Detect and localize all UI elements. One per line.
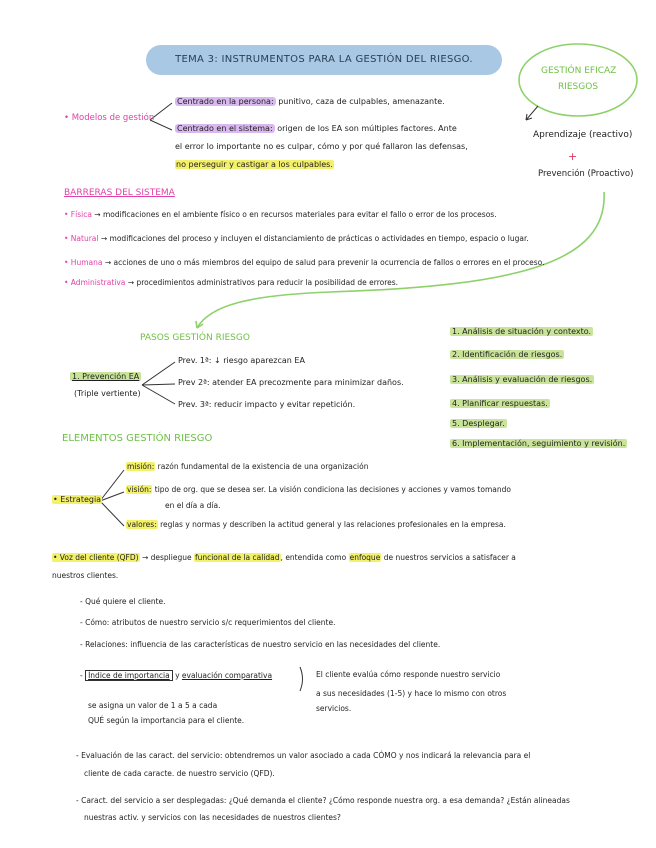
barrera-humana: [64, 259, 545, 268]
barrera-natural: [64, 235, 529, 244]
gestion-eficaz-circle: [519, 44, 637, 116]
barrera-administrativa: [64, 279, 398, 288]
barrera-natural-text: → modificaciones del proceso y incluyen el distanciamiento de prácticas o actividades en tiempo, espacio o lugar.: [98, 234, 529, 243]
barreras-title: BARRERAS DEL SISTEMA: [64, 188, 175, 198]
mision-line: [126, 463, 368, 472]
sistema-line-2: el error lo importante no es culpar, cómo y por qué fallaron las defensas,: [175, 142, 468, 151]
valores-line: [126, 521, 506, 530]
caract-line-1: - Caract. del servicio a ser desplegadas: ¿Qué demanda el cliente? ¿Cómo responde nuestra org. a esa demanda? ¿Están alineadas: [76, 796, 570, 805]
triple-vertiente: (Triple vertiente): [74, 389, 141, 398]
voz-line: [52, 554, 516, 563]
step-1: 1. Análisis de situación y contexto.: [452, 327, 592, 336]
step-1-wrap: [450, 327, 593, 336]
sistema-line: [175, 124, 457, 133]
step-4-wrap: [450, 399, 550, 408]
barrera-fisica: [64, 211, 497, 220]
step-5-wrap: [450, 419, 507, 428]
pasos-brace: [142, 362, 175, 404]
step-4: 4. Planificar respuestas.: [452, 399, 548, 408]
persona-line: [175, 97, 445, 106]
voz-arrow: → despliegue: [139, 553, 194, 562]
mision-head: misión:: [127, 462, 155, 471]
step-2-wrap: [450, 350, 564, 359]
step-6-wrap: [450, 439, 627, 448]
voz-enfoque: enfoque: [349, 553, 381, 562]
persona-text: punitivo, caza de culpables, amenazante.: [275, 97, 445, 106]
prevencion-label: Prevención (Proactivo): [538, 169, 634, 179]
barrera-administrativa-text: → procedimientos administrativos para reducir la posibilidad de errores.: [125, 278, 399, 287]
prevencion-ea-label: 1. Prevención EA: [72, 372, 140, 381]
barrera-humana-text: → acciones de uno o más miembros del equipo de salud para prevenir la ocurrencia de fallos o errores en el proceso.: [102, 258, 545, 267]
evaluacion-comparativa: evaluación comparativa: [181, 671, 273, 680]
arrow-circle-to-aprendizaje: [526, 106, 538, 120]
vision-head: visión:: [127, 485, 152, 494]
prev-3: Prev. 3ª: reducir impacto y evitar repetición.: [178, 400, 356, 409]
barrera-humana-label: • Humana: [64, 258, 103, 267]
voz-q2: - Cómo: atributos de nuestro servicio s/c requerimientos del cliente.: [80, 618, 336, 627]
barrera-fisica-label: • Física: [64, 210, 92, 219]
voz-head: • Voz del cliente (QFD): [53, 553, 139, 562]
barrera-administrativa-label: • Administrativa: [64, 278, 126, 287]
sistema-line-3: no perseguir y castigar a los culpables.: [176, 160, 333, 169]
circle-line-2: RIESGOS: [557, 82, 599, 92]
indice-bracket: [300, 667, 303, 691]
indice-line: - Índice de importancia y evaluación comparativa: [80, 671, 273, 680]
sistema-line-3-wrap: [175, 160, 334, 169]
valores-text: reglas y normas y describen la actitud general y las relaciones profesionales en la empresa.: [157, 520, 506, 529]
voz-q1: - Qué quiere el cliente.: [80, 597, 166, 606]
evaluacion-line-2: cliente de cada caracte. de nuestro servicio (QFD).: [84, 769, 275, 778]
indice-y: y: [172, 671, 182, 680]
caract-line-2: nuestras activ. y servicios con las necesidades de nuestros clientes?: [84, 813, 341, 822]
cliente-line-1: El cliente evalúa cómo responde nuestro servicio: [316, 670, 501, 679]
cliente-line-3: servicios.: [316, 704, 352, 713]
cliente-line-2: a sus necesidades (1-5) y hace lo mismo con otros: [316, 689, 507, 698]
que-segun-line: QUÉ según la importancia para el cliente.: [88, 716, 245, 725]
voz-line-2: nuestros clientes.: [52, 571, 119, 580]
voz-mid: , entendida como: [280, 553, 349, 562]
vision-line-2: en el día a día.: [165, 501, 221, 510]
asigna-line: se asigna un valor de 1 a 5 a cada: [88, 701, 218, 710]
prev-2: Prev 2ª: atender EA precozmente para minimizar daños.: [178, 378, 404, 387]
plus-sign: +: [568, 150, 578, 163]
step-6: 6. Implementación, seguimiento y revisión.: [452, 439, 626, 448]
voz-funcional: funcional de la calidad: [194, 553, 280, 562]
step-5: 5. Desplegar.: [452, 419, 505, 428]
page-title: TEMA 3: INSTRUMENTOS PARA LA GESTIÓN DEL RIESGO.: [146, 45, 502, 75]
elementos-title: ELEMENTOS GESTIÓN RIESGO: [62, 433, 213, 444]
evaluacion-line-1: - Evaluación de las caract. del servicio: obtendremos un valor asociado a cada CÓMO y nos indicará la relevancia para el: [76, 751, 531, 760]
step-2: 2. Identificación de riesgos.: [452, 350, 563, 359]
sistema-text: origen de los EA son múltiples factores. Ante: [274, 124, 457, 133]
prev-1: Prev. 1ª: ↓ riesgo aparezcan EA: [178, 356, 305, 365]
prevencion-ea-wrap: [70, 372, 141, 381]
sistema-head: Centrado en el sistema:: [177, 124, 273, 133]
estrategia-label: • Estrategia: [53, 495, 102, 504]
estrategia-brace: [100, 470, 124, 526]
pasos-title: PASOS GESTIÓN RIESGO: [140, 333, 250, 343]
aprendizaje-label: Aprendizaje (reactivo): [533, 130, 633, 140]
voz-q3: - Relaciones: influencia de las características de nuestro servicio en las necesidades del cliente.: [80, 640, 441, 649]
valores-head: valores:: [127, 520, 157, 529]
indice-importancia: Índice de importancia: [85, 670, 173, 681]
vision-text: tipo de org. que se desea ser. La visión condiciona las decisiones y acciones y vamos tomando: [152, 485, 511, 494]
vision-line: [126, 486, 511, 495]
step-3-wrap: [450, 375, 594, 384]
mision-text: razón fundamental de la existencia de una organización: [155, 462, 369, 471]
modelos-label: • Modelos de gestión: [64, 113, 155, 123]
barrera-natural-label: • Natural: [64, 234, 99, 243]
voz-tail: de nuestros servicios a satisfacer a: [381, 553, 516, 562]
estrategia-wrap: [52, 495, 102, 504]
circle-line-1: GESTIÓN EFICAZ: [541, 66, 617, 76]
persona-head: Centrado en la persona:: [177, 97, 274, 106]
barrera-fisica-text: → modificaciones en el ambiente físico o en recursos materiales para evitar el fallo o error de los procesos.: [91, 210, 497, 219]
step-3: 3. Análisis y evaluación de riesgos.: [452, 375, 593, 384]
